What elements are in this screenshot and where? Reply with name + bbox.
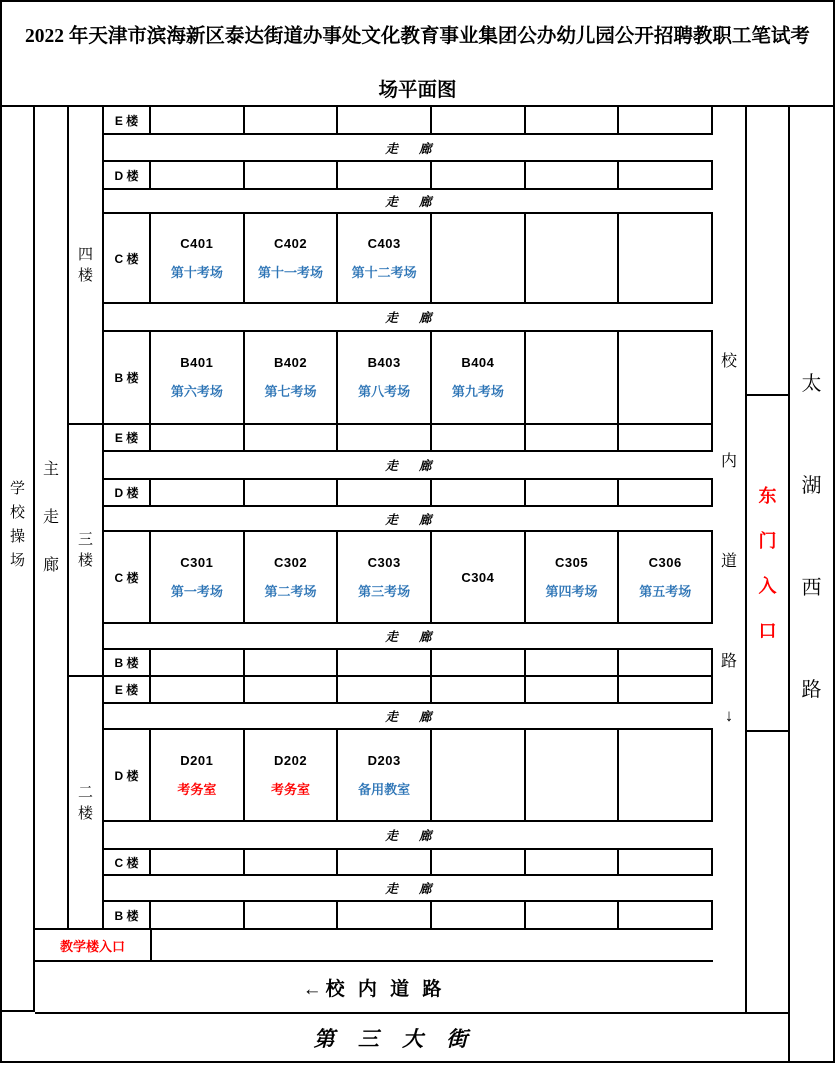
empty-room-cell: [526, 650, 620, 675]
empty-room-cell: [151, 677, 245, 702]
floor-grid: [104, 107, 713, 930]
vertical-char: 校: [9, 504, 25, 521]
room-cell: [151, 332, 245, 423]
room-label: 第十二考场: [351, 264, 417, 280]
third-street-row: [2, 1014, 790, 1061]
building-row: [104, 214, 713, 304]
empty-room-cell: [526, 214, 620, 302]
room-cell: [245, 332, 339, 423]
corridor-row: [104, 507, 713, 532]
building-entrance-label: 教学楼入口: [35, 930, 152, 960]
building-label: C 楼: [104, 850, 151, 874]
room-label: 第六考场: [170, 384, 223, 399]
title-line-1: 2022 年天津市滨海新区泰达街道办事处文化教育事业集团公办幼儿园公开招聘教职工笔试考: [25, 26, 810, 47]
room-cell: [245, 730, 339, 820]
empty-room-cell: [619, 650, 713, 675]
building-row: [104, 425, 713, 452]
corridor-row: [104, 822, 713, 850]
corridor-label: 走 廊: [385, 882, 441, 896]
room-number: C301: [180, 554, 214, 570]
empty-room-cell: [432, 650, 526, 675]
empty-room-cell: [245, 425, 339, 450]
empty-room-cell: [619, 677, 713, 702]
empty-room-cell: [151, 850, 245, 874]
empty-room-cell: [526, 332, 620, 423]
empty-room-cell: [619, 425, 713, 450]
corridor-label: 走 廊: [385, 459, 441, 473]
empty-room-cell: [151, 107, 245, 133]
room-number: B402: [273, 355, 308, 370]
room-cell: [338, 532, 432, 622]
empty-room-cell: [619, 332, 713, 423]
room-number: D202: [273, 752, 308, 768]
vertical-char: 口: [758, 620, 777, 641]
east-gate-entrance-label: [747, 396, 788, 732]
building-row: [104, 902, 713, 930]
vertical-char: 东: [758, 485, 777, 506]
entrance-spacer-cell: [152, 930, 713, 960]
vertical-char: 四: [77, 246, 93, 263]
main-corridor-col: [35, 107, 69, 930]
campus-road-bottom-row: [35, 962, 713, 1014]
room-cell: [151, 214, 245, 302]
room-label: 第七考场: [264, 384, 317, 399]
room-label: 第二考场: [264, 583, 317, 599]
vertical-char: 路: [720, 652, 737, 670]
east-gate-top-cell: [747, 107, 788, 396]
room-cell: [338, 332, 432, 423]
corridor-row: [104, 876, 713, 902]
corridor-label: 走 廊: [385, 630, 441, 644]
empty-room-cell: [526, 107, 620, 133]
empty-room-cell: [432, 107, 526, 133]
room-number: C401: [180, 235, 214, 251]
vertical-char: 学: [9, 480, 25, 497]
room-label: 第九考场: [451, 384, 504, 399]
room-cell: [338, 730, 432, 820]
room-number: C306: [648, 554, 682, 570]
empty-room-cell: [432, 677, 526, 702]
empty-room-cell: [526, 162, 620, 188]
empty-room-cell: [619, 480, 713, 505]
empty-room-cell: [432, 480, 526, 505]
room-cell: [245, 532, 339, 622]
room-label: 第十一考场: [258, 264, 324, 280]
vertical-char: 场: [9, 552, 25, 569]
vertical-char: 楼: [77, 804, 93, 822]
room-cell: [245, 214, 339, 302]
building-label: D 楼: [104, 730, 151, 820]
empty-room-cell: [338, 902, 432, 928]
building-label: C 楼: [104, 532, 151, 622]
building-label: E 楼: [104, 677, 151, 702]
building-label: B 楼: [104, 332, 151, 423]
empty-room-cell: [619, 162, 713, 188]
building-row: [104, 332, 713, 425]
room-number: C305: [554, 554, 589, 570]
room-number: D203: [367, 752, 401, 768]
empty-room-cell: [245, 677, 339, 702]
vertical-char: 门: [758, 530, 777, 551]
corridor-row: [104, 190, 713, 214]
room-cell: [526, 532, 620, 622]
corridor-row: [104, 135, 713, 162]
empty-room-cell: [338, 850, 432, 874]
empty-room-cell: [619, 214, 713, 302]
empty-room-cell: [245, 162, 339, 188]
empty-room-cell: [526, 677, 620, 702]
room-cell: [151, 532, 245, 622]
room-number: B404: [461, 355, 495, 370]
empty-room-cell: [338, 162, 432, 188]
empty-room-cell: [526, 730, 620, 820]
empty-room-cell: [432, 850, 526, 874]
vertical-char: 太: [801, 373, 822, 395]
floor-section-label: [69, 107, 102, 425]
east-gate-bottom-cell: [747, 732, 788, 1014]
building-row: [104, 480, 713, 507]
empty-room-cell: [245, 902, 339, 928]
title-line-2: 场平面图: [378, 80, 457, 101]
building-entrance-row: [35, 930, 713, 962]
empty-room-cell: [151, 902, 245, 928]
empty-room-cell: [526, 425, 620, 450]
building-label: E 楼: [104, 107, 151, 133]
building-label: B 楼: [104, 902, 151, 928]
vertical-char: 道: [720, 552, 737, 570]
room-number: C402: [273, 235, 308, 251]
floor-section-label: [69, 425, 102, 677]
room-cell: [619, 532, 713, 622]
building-label: B 楼: [104, 650, 151, 675]
building-row: [104, 850, 713, 876]
down-arrow-icon: ↓: [724, 705, 734, 725]
campus-road-bottom-label: ←校 内 道 路: [302, 978, 446, 1000]
empty-room-cell: [338, 107, 432, 133]
vertical-char: 二: [77, 783, 93, 801]
floor-col: [69, 107, 104, 930]
vertical-char: 主: [42, 460, 59, 478]
empty-room-cell: [432, 425, 526, 450]
building-row: [104, 107, 713, 135]
room-label: 第五考场: [639, 583, 692, 599]
empty-room-cell: [619, 850, 713, 874]
empty-room-cell: [526, 902, 620, 928]
corridor-row: [104, 624, 713, 650]
corridor-row: [104, 452, 713, 480]
corridor-row: [104, 704, 713, 730]
empty-room-cell: [245, 480, 339, 505]
room-number: C403: [367, 235, 401, 251]
empty-room-cell: [526, 480, 620, 505]
room-cell: [432, 332, 526, 423]
empty-room-cell: [432, 162, 526, 188]
building-label: E 楼: [104, 425, 151, 450]
empty-room-cell: [526, 850, 620, 874]
room-label: 考务室: [271, 781, 311, 797]
room-cell: [432, 532, 526, 622]
empty-room-cell: [245, 850, 339, 874]
vertical-char: 路: [801, 679, 822, 701]
campus-road-label: [721, 354, 737, 670]
room-label: 考务室: [177, 781, 217, 797]
corridor-label: 走 廊: [385, 141, 441, 156]
vertical-char: 湖: [801, 475, 822, 497]
corridor-label: 走 廊: [385, 829, 441, 843]
empty-room-cell: [151, 480, 245, 505]
room-label: 第四考场: [545, 583, 598, 599]
vertical-char: 校: [720, 352, 737, 370]
corridor-label: 走 廊: [385, 512, 441, 527]
vertical-char: 入: [758, 575, 777, 596]
empty-room-cell: [151, 425, 245, 450]
corridor-label: 走 廊: [385, 311, 441, 325]
vertical-char: 走: [42, 508, 59, 526]
empty-room-cell: [338, 650, 432, 675]
empty-room-cell: [151, 162, 245, 188]
empty-room-cell: [338, 480, 432, 505]
east-gate-col: [747, 107, 790, 1014]
building-row: [104, 650, 713, 677]
building-label: C 楼: [104, 214, 151, 302]
room-cell: [338, 214, 432, 302]
room-number: C303: [367, 554, 401, 570]
page-title: [2, 2, 833, 105]
vertical-char: 操: [9, 528, 25, 545]
room-label: 第八考场: [358, 384, 411, 399]
school-playground-col: [2, 107, 35, 1012]
taihu-west-road-col: [790, 107, 833, 1063]
room-number: B403: [367, 355, 401, 370]
empty-room-cell: [432, 214, 526, 302]
room-number: C304: [461, 569, 495, 585]
empty-room-cell: [432, 902, 526, 928]
building-row: [104, 532, 713, 624]
room-label: 第三考场: [358, 583, 411, 599]
vertical-char: 西: [801, 577, 822, 599]
corridor-label: 走 廊: [385, 195, 441, 209]
empty-room-cell: [619, 107, 713, 133]
room-number: D201: [180, 752, 214, 768]
building-label: D 楼: [104, 480, 151, 505]
corridor-row: [104, 304, 713, 332]
vertical-char: 楼: [77, 267, 93, 284]
empty-room-cell: [619, 730, 713, 820]
third-street-label: 第 三 大 街: [313, 1026, 477, 1051]
building-row: [104, 730, 713, 822]
building-label: D 楼: [104, 162, 151, 188]
floor-section-label: [69, 677, 102, 930]
campus-road-col: [713, 107, 747, 1014]
empty-room-cell: [338, 425, 432, 450]
room-number: C302: [273, 554, 308, 570]
floor-plan-table: [2, 105, 833, 1061]
room-cell: [151, 730, 245, 820]
room-label: 备用教室: [358, 781, 411, 797]
building-row: [104, 677, 713, 704]
empty-room-cell: [338, 677, 432, 702]
vertical-char: 内: [720, 452, 737, 470]
corridor-label: 走 廊: [385, 710, 441, 724]
empty-room-cell: [245, 107, 339, 133]
vertical-char: 三: [77, 531, 93, 548]
room-number: B401: [180, 355, 214, 370]
room-label: 第一考场: [170, 583, 223, 599]
vertical-char: 楼: [77, 552, 93, 569]
empty-room-cell: [151, 650, 245, 675]
building-row: [104, 162, 713, 190]
empty-room-cell: [432, 730, 526, 820]
empty-room-cell: [619, 902, 713, 928]
vertical-char: 廊: [42, 556, 59, 574]
empty-room-cell: [245, 650, 339, 675]
room-label: 第十考场: [170, 264, 223, 280]
